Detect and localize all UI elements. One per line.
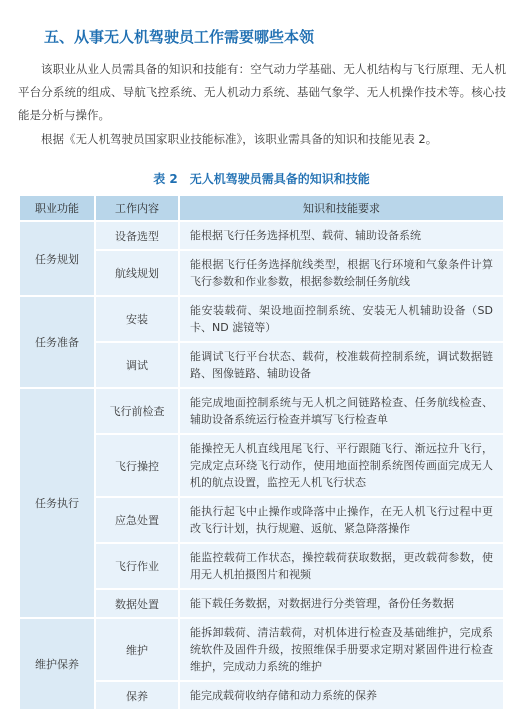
requirement-cell: 能根据飞行任务选择机型、载荷、辅助设备系统: [179, 221, 504, 250]
requirement-cell: 能完成载荷收纳存储和动力系统的保养: [179, 681, 504, 710]
content-cell: 调试: [95, 342, 179, 388]
header-function: 职业功能: [19, 195, 95, 221]
requirement-cell: 能安装载荷、架设地面控制系统、安装无人机辅助设备（SD 卡、ND 滤镜等）: [179, 296, 504, 342]
table-caption: 表 2 无人机驾驶员需具备的知识和技能: [153, 172, 370, 186]
function-cell: 任务准备: [19, 296, 95, 388]
requirement-cell: 能下载任务数据，对数据进行分类管理，备份任务数据: [179, 589, 504, 618]
content-cell: 保养: [95, 681, 179, 710]
skills-table: [18, 194, 505, 711]
table-row: [19, 221, 504, 250]
requirement-cell: 能根据飞行任务选择航线类型，根据飞行环境和气象条件计算飞行参数和作业参数，根据参数绘制任务航线: [179, 250, 504, 296]
requirement-cell: 能监控载荷工作状态，操控载荷获取数据，更改载荷参数，使用无人机拍摄图片和视频: [179, 543, 504, 589]
table-row: [19, 296, 504, 342]
content-cell: 飞行前检查: [95, 388, 179, 434]
function-cell: 任务规划: [19, 221, 95, 296]
content-cell: 维护: [95, 618, 179, 681]
content-cell: 飞行作业: [95, 543, 179, 589]
section-title: 五、从事无人机驾驶员工作需要哪些本领: [44, 28, 315, 46]
header-requirement: 知识和技能要求: [179, 195, 504, 221]
requirement-cell: 能拆卸载荷、清洁载荷，对机体进行检查及基础维护，完成系统软件及固件升级，按照维保手册要求定期对紧固件进行检查维护，完成动力系统的维护: [179, 618, 504, 681]
reference-paragraph: 根据《无人机驾驶员国家职业技能标准》，该职业需具备的知识和技能见表 2。: [41, 132, 438, 146]
content-cell: 设备选型: [95, 221, 179, 250]
content-cell: 安装: [95, 296, 179, 342]
header-content: 工作内容: [95, 195, 179, 221]
requirement-cell: 能操控无人机直线甩尾飞行、平行跟随飞行、渐远拉升飞行，完成定点环绕飞行动作，使用地面控制系统图传画面完成无人机的航点设置，监控无人机飞行状态: [179, 434, 504, 497]
requirement-cell: 能执行起飞中止操作或降落中止操作，在无人机飞行过程中更改飞行计划，执行规避、返航、紧急降落操作: [179, 497, 504, 543]
table-row: [19, 618, 504, 681]
content-cell: 数据处置: [95, 589, 179, 618]
content-cell: 飞行操控: [95, 434, 179, 497]
table-header-row: [19, 195, 504, 221]
requirement-cell: 能完成地面控制系统与无人机之间链路检查、任务航线检查、辅助设备系统运行检查并填写飞行检查单: [179, 388, 504, 434]
requirement-cell: 能调试飞行平台状态、载荷，校准载荷控制系统，调试数据链路、图像链路、辅助设备: [179, 342, 504, 388]
content-cell: 航线规划: [95, 250, 179, 296]
function-cell: 任务执行: [19, 388, 95, 618]
intro-paragraph: 该职业从业人员需具备的知识和技能有：空气动力学基础、无人机结构与飞行原理、无人机平台分系统的组成、导航飞控系统、无人机动力系统、基础气象学、无人机操作技术等。核心技能是分析与操作。: [18, 62, 506, 122]
content-cell: 应急处置: [95, 497, 179, 543]
table-row: [19, 388, 504, 434]
function-cell: 维护保养: [19, 618, 95, 710]
